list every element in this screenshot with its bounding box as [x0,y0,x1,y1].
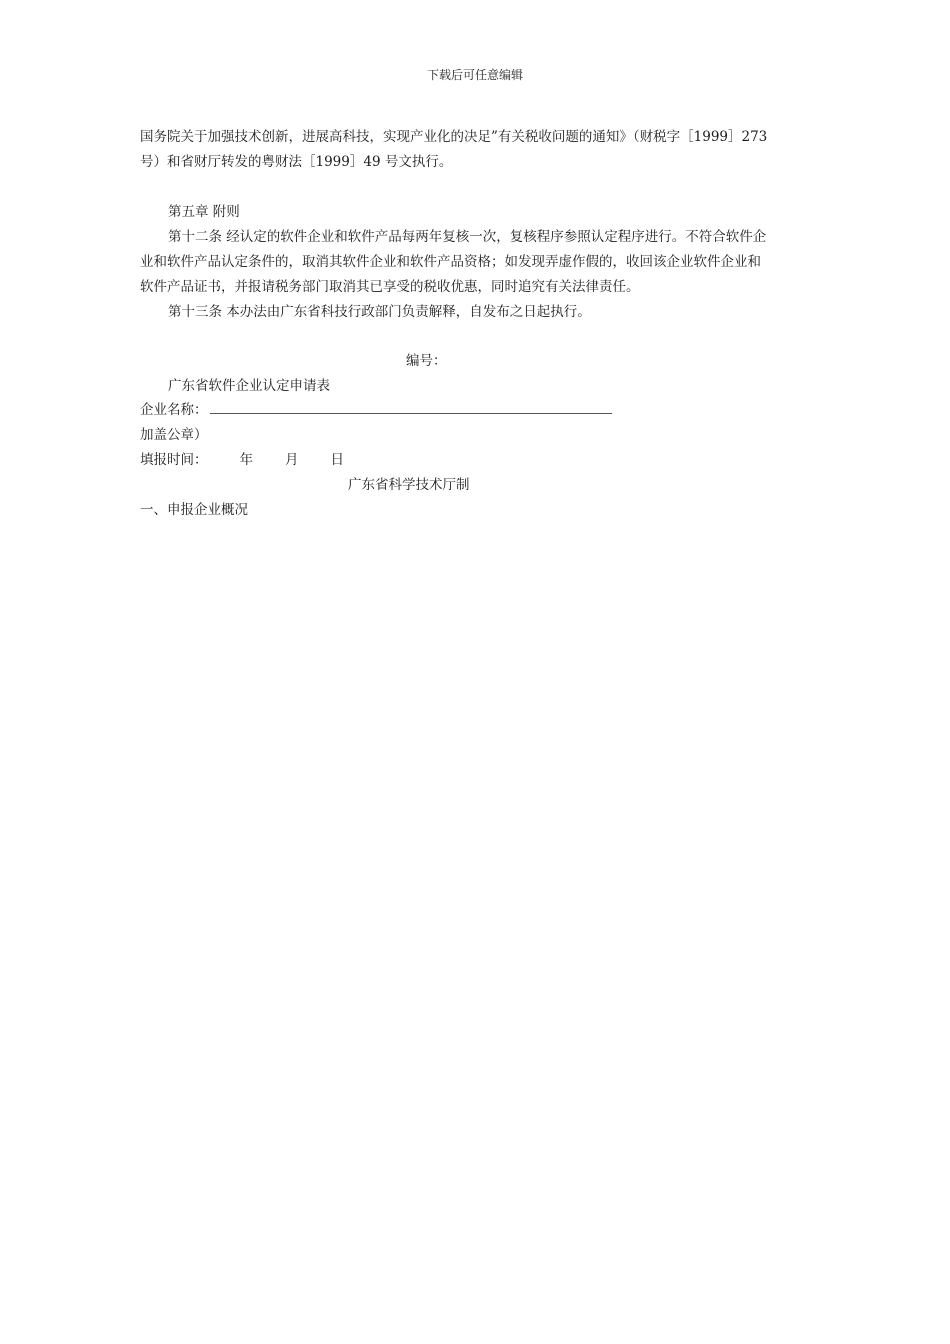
continuation-line-2: 号）和省财厅转发的粤财法［1999］49 号文执行。 [140,154,453,170]
article-12-line-3: 软件产品证书，并报请税务部门取消其已享受的税收优惠，同时追究有关法律责任。 [140,279,640,295]
date-label: 填报时间： [140,452,208,468]
continuation-line-1: 国务院关于加强技术创新，进展高科技，实现产业化的决足”有关税收问题的通知》（财税字［1999］273 [140,129,768,145]
company-name-field[interactable] [210,398,612,414]
company-name-row [140,398,612,423]
date-row [140,448,344,473]
article-12-line-2: 业和软件产品认定条件的，取消其软件企业和软件产品资格；如发现弄虚作假的，收回该企业软件企业和 [140,254,761,270]
article-13: 第十三条 本办法由广东省科技行政部门负责解释，自发布之日起执行。 [168,304,591,320]
article-12-line-1: 第十二条 经认定的软件企业和软件产品每两年复核一次，复核程序参照认定程序进行。不符合软件企 [168,229,767,245]
date-day: 日 [330,452,344,468]
form-number-label: 编号： [406,353,447,369]
date-year: 年 [239,452,253,468]
chapter-title: 第五章 附则 [168,204,240,220]
form-title: 广东省软件企业认定申请表 [168,378,330,394]
date-month: 月 [285,452,299,468]
seal-label: 加盖公章） [140,427,208,443]
page-header: 下载后可任意编辑 [426,68,523,82]
section-1-heading: 一、申报企业概况 [140,502,248,518]
issuer: 广东省科学技术厅制 [348,477,470,493]
company-name-label: 企业名称： [140,402,208,418]
